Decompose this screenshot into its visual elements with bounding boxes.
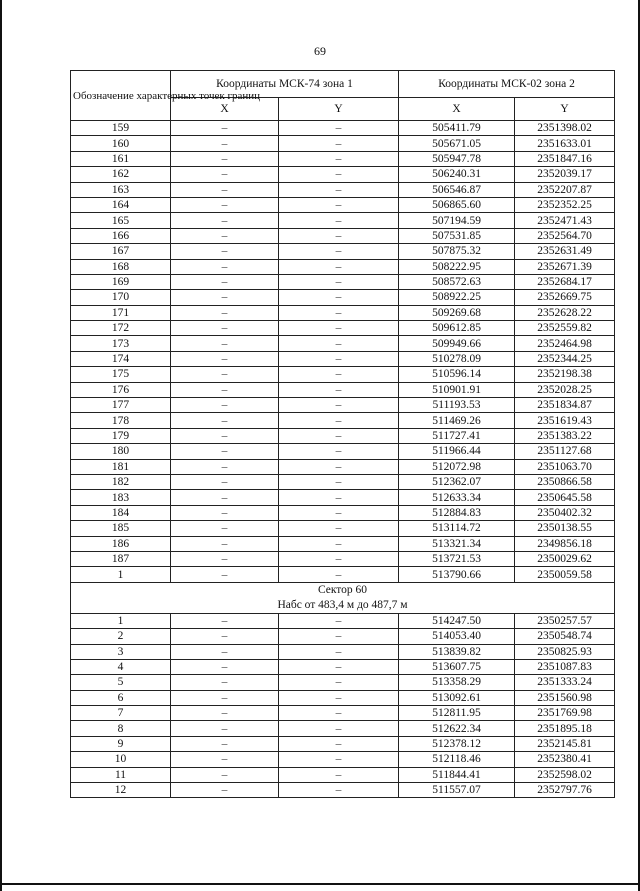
msk02-y-cell: 2352559.82 <box>515 321 615 336</box>
table-row <box>71 259 615 274</box>
msk02-x-cell: 511469.26 <box>399 413 515 428</box>
msk02-y-cell: 2350138.55 <box>515 521 615 536</box>
table-row <box>71 567 615 582</box>
msk74-x-cell: – <box>171 629 279 644</box>
msk74-y-cell: – <box>279 690 399 705</box>
msk02-y-cell: 2350645.58 <box>515 490 615 505</box>
msk02-x-cell: 512811.95 <box>399 706 515 721</box>
point-number-cell: 10 <box>71 752 171 767</box>
msk02-y-cell: 2352344.25 <box>515 351 615 366</box>
msk02-x-cell: 513721.53 <box>399 551 515 566</box>
msk74-x-cell: – <box>171 321 279 336</box>
msk02-x-cell: 512633.34 <box>399 490 515 505</box>
table-row <box>71 536 615 551</box>
msk74-x-cell: – <box>171 659 279 674</box>
point-number-cell: 182 <box>71 474 171 489</box>
sector-title: Сектор 60 <box>317 583 368 596</box>
scan-border-left <box>0 0 2 891</box>
table-row <box>71 121 615 136</box>
msk02-x-cell: 511727.41 <box>399 428 515 443</box>
point-number-cell: 174 <box>71 351 171 366</box>
msk74-x-cell: – <box>171 382 279 397</box>
msk74-y-cell: – <box>279 413 399 428</box>
msk02-x-cell: 512072.98 <box>399 459 515 474</box>
msk74-x-cell: – <box>171 613 279 628</box>
msk02-x-cell: 513092.61 <box>399 690 515 705</box>
msk74-x-cell: – <box>171 505 279 520</box>
msk74-x-cell: – <box>171 551 279 566</box>
msk02-y-cell: 2351560.98 <box>515 690 615 705</box>
msk02-y-cell: 2351333.24 <box>515 675 615 690</box>
msk02-y-cell: 2350029.62 <box>515 551 615 566</box>
msk74-x-cell: – <box>171 305 279 320</box>
msk74-y-cell: – <box>279 351 399 366</box>
msk74-x-cell: – <box>171 274 279 289</box>
msk02-x-cell: 510596.14 <box>399 367 515 382</box>
msk74-x-cell: – <box>171 398 279 413</box>
msk02-y-cell: 2350059.58 <box>515 567 615 582</box>
msk74-y-cell: – <box>279 305 399 320</box>
table-row <box>71 244 615 259</box>
msk74-y-cell: – <box>279 367 399 382</box>
point-number-cell: 11 <box>71 767 171 782</box>
msk02-x-cell: 507531.85 <box>399 228 515 243</box>
msk02-y-cell: 2350825.93 <box>515 644 615 659</box>
table-row <box>71 767 615 782</box>
msk02-y-cell: 2352145.81 <box>515 736 615 751</box>
point-number-cell: 180 <box>71 444 171 459</box>
point-number-cell: 7 <box>71 706 171 721</box>
msk02-y-cell: 2352028.25 <box>515 382 615 397</box>
msk02-x-cell: 513607.75 <box>399 659 515 674</box>
point-number-cell: 187 <box>71 551 171 566</box>
msk74-y-cell: – <box>279 228 399 243</box>
table-row <box>71 321 615 336</box>
msk02-y-cell: 2351769.98 <box>515 706 615 721</box>
header-msk74-x: X <box>171 98 279 121</box>
table-body-sector-60 <box>71 613 615 798</box>
table-row <box>71 336 615 351</box>
sector-row <box>71 582 615 613</box>
msk02-y-cell: 2351633.01 <box>515 136 615 151</box>
msk02-y-cell: 2352380.41 <box>515 752 615 767</box>
table-row <box>71 644 615 659</box>
msk74-x-cell: – <box>171 182 279 197</box>
table-row <box>71 736 615 751</box>
header-msk02: Координаты МСК-02 зона 2 <box>399 71 615 98</box>
header-msk02-y: Y <box>515 98 615 121</box>
msk74-x-cell: – <box>171 706 279 721</box>
point-number-cell: 170 <box>71 290 171 305</box>
msk74-y-cell: – <box>279 521 399 536</box>
table-header-row <box>71 71 615 98</box>
msk74-y-cell: – <box>279 706 399 721</box>
table-row <box>71 551 615 566</box>
msk02-x-cell: 514053.40 <box>399 629 515 644</box>
msk74-y-cell: – <box>279 121 399 136</box>
msk02-x-cell: 513790.66 <box>399 567 515 582</box>
msk02-y-cell: 2351895.18 <box>515 721 615 736</box>
msk02-x-cell: 513358.29 <box>399 675 515 690</box>
table-row <box>71 167 615 182</box>
msk02-x-cell: 509269.68 <box>399 305 515 320</box>
msk74-x-cell: – <box>171 767 279 782</box>
msk02-y-cell: 2351398.02 <box>515 121 615 136</box>
point-number-cell: 185 <box>71 521 171 536</box>
msk02-y-cell: 2352207.87 <box>515 182 615 197</box>
msk02-x-cell: 512378.12 <box>399 736 515 751</box>
point-number-cell: 8 <box>71 721 171 736</box>
msk74-y-cell: – <box>279 336 399 351</box>
msk74-x-cell: – <box>171 290 279 305</box>
msk02-y-cell: 2352684.17 <box>515 274 615 289</box>
header-msk74: Координаты МСК-74 зона 1 <box>171 71 399 98</box>
point-number-cell: 161 <box>71 151 171 166</box>
header-msk02-x: X <box>399 98 515 121</box>
msk02-y-cell: 2351847.16 <box>515 151 615 166</box>
msk02-x-cell: 512362.07 <box>399 474 515 489</box>
msk74-x-cell: – <box>171 521 279 536</box>
msk02-y-cell: 2350866.58 <box>515 474 615 489</box>
msk02-x-cell: 513114.72 <box>399 521 515 536</box>
msk02-y-cell: 2351834.87 <box>515 398 615 413</box>
point-number-cell: 165 <box>71 213 171 228</box>
msk74-x-cell: – <box>171 675 279 690</box>
msk74-y-cell: – <box>279 459 399 474</box>
msk02-x-cell: 507194.59 <box>399 213 515 228</box>
point-number-cell: 172 <box>71 321 171 336</box>
point-number-cell: 2 <box>71 629 171 644</box>
point-number-cell: 159 <box>71 121 171 136</box>
point-number-cell: 175 <box>71 367 171 382</box>
table-row <box>71 382 615 397</box>
sector-subtitle: Набс от 483,4 м до 487,7 м <box>277 598 408 611</box>
table-row <box>71 398 615 413</box>
msk74-x-cell: – <box>171 151 279 166</box>
page-number: 69 <box>314 44 326 58</box>
msk74-x-cell: – <box>171 197 279 212</box>
msk74-x-cell: – <box>171 136 279 151</box>
msk02-x-cell: 514247.50 <box>399 613 515 628</box>
point-number-cell: 186 <box>71 536 171 551</box>
msk74-x-cell: – <box>171 490 279 505</box>
msk74-x-cell: – <box>171 367 279 382</box>
point-number-cell: 178 <box>71 413 171 428</box>
point-number-cell: 167 <box>71 244 171 259</box>
table-row <box>71 274 615 289</box>
msk02-x-cell: 506240.31 <box>399 167 515 182</box>
table-row <box>71 521 615 536</box>
msk74-y-cell: – <box>279 613 399 628</box>
point-number-cell: 169 <box>71 274 171 289</box>
point-number-cell: 166 <box>71 228 171 243</box>
msk74-y-cell: – <box>279 382 399 397</box>
msk74-y-cell: – <box>279 675 399 690</box>
table-row <box>71 228 615 243</box>
msk02-x-cell: 508222.95 <box>399 259 515 274</box>
point-number-cell: 12 <box>71 783 171 798</box>
table-row <box>71 721 615 736</box>
msk74-x-cell: – <box>171 444 279 459</box>
point-number-cell: 173 <box>71 336 171 351</box>
table-row <box>71 675 615 690</box>
msk74-x-cell: – <box>171 644 279 659</box>
msk74-x-cell: – <box>171 536 279 551</box>
table-row <box>71 783 615 798</box>
table-row <box>71 413 615 428</box>
msk74-y-cell: – <box>279 290 399 305</box>
msk02-y-cell: 2352039.17 <box>515 167 615 182</box>
msk02-y-cell: 2351619.43 <box>515 413 615 428</box>
msk02-y-cell: 2352628.22 <box>515 305 615 320</box>
point-number-cell: 184 <box>71 505 171 520</box>
coordinates-table <box>70 70 615 798</box>
msk02-x-cell: 511844.41 <box>399 767 515 782</box>
msk74-y-cell: – <box>279 259 399 274</box>
msk74-x-cell: – <box>171 752 279 767</box>
msk74-y-cell: – <box>279 213 399 228</box>
msk74-y-cell: – <box>279 474 399 489</box>
point-number-cell: 3 <box>71 644 171 659</box>
table-row <box>71 752 615 767</box>
table-row <box>71 690 615 705</box>
msk74-y-cell: – <box>279 182 399 197</box>
msk02-x-cell: 513321.34 <box>399 536 515 551</box>
point-number-cell: 183 <box>71 490 171 505</box>
msk02-x-cell: 510901.91 <box>399 382 515 397</box>
msk74-y-cell: – <box>279 167 399 182</box>
msk74-x-cell: – <box>171 690 279 705</box>
msk74-y-cell: – <box>279 490 399 505</box>
point-number-cell: 1 <box>71 613 171 628</box>
msk74-x-cell: – <box>171 213 279 228</box>
msk02-y-cell: 2350257.57 <box>515 613 615 628</box>
msk74-x-cell: – <box>171 121 279 136</box>
msk02-x-cell: 512622.34 <box>399 721 515 736</box>
point-number-cell: 164 <box>71 197 171 212</box>
msk02-y-cell: 2352631.49 <box>515 244 615 259</box>
msk02-x-cell: 506865.60 <box>399 197 515 212</box>
msk02-x-cell: 512118.46 <box>399 752 515 767</box>
msk74-y-cell: – <box>279 644 399 659</box>
table-row <box>71 629 615 644</box>
msk02-x-cell: 505947.78 <box>399 151 515 166</box>
msk74-x-cell: – <box>171 567 279 582</box>
point-number-cell: 171 <box>71 305 171 320</box>
point-number-cell: 6 <box>71 690 171 705</box>
msk74-x-cell: – <box>171 351 279 366</box>
table-row <box>71 213 615 228</box>
msk74-x-cell: – <box>171 228 279 243</box>
msk74-y-cell: – <box>279 136 399 151</box>
msk02-x-cell: 505671.05 <box>399 136 515 151</box>
msk02-y-cell: 2352564.70 <box>515 228 615 243</box>
table-row <box>71 197 615 212</box>
msk74-y-cell: – <box>279 659 399 674</box>
msk02-x-cell: 509949.66 <box>399 336 515 351</box>
point-number-cell: 5 <box>71 675 171 690</box>
msk02-y-cell: 2351063.70 <box>515 459 615 474</box>
table-row <box>71 136 615 151</box>
point-number-cell: 179 <box>71 428 171 443</box>
table-row <box>71 706 615 721</box>
point-number-cell: 168 <box>71 259 171 274</box>
msk02-x-cell: 513839.82 <box>399 644 515 659</box>
point-number-cell: 177 <box>71 398 171 413</box>
msk02-x-cell: 508572.63 <box>399 274 515 289</box>
msk74-x-cell: – <box>171 459 279 474</box>
msk74-y-cell: – <box>279 736 399 751</box>
msk74-x-cell: – <box>171 244 279 259</box>
point-number-cell: 1 <box>71 567 171 582</box>
point-number-cell: 162 <box>71 167 171 182</box>
msk02-x-cell: 510278.09 <box>399 351 515 366</box>
msk02-x-cell: 507875.32 <box>399 244 515 259</box>
msk02-y-cell: 2350548.74 <box>515 629 615 644</box>
table-row <box>71 290 615 305</box>
table-row <box>71 444 615 459</box>
msk74-y-cell: – <box>279 428 399 443</box>
msk02-y-cell: 2349856.18 <box>515 536 615 551</box>
point-number-cell: 163 <box>71 182 171 197</box>
point-number-cell: 181 <box>71 459 171 474</box>
table-row <box>71 182 615 197</box>
msk74-y-cell: – <box>279 197 399 212</box>
table-row <box>71 613 615 628</box>
header-msk74-y: Y <box>279 98 399 121</box>
msk74-x-cell: – <box>171 721 279 736</box>
msk02-y-cell: 2352198.38 <box>515 367 615 382</box>
msk02-y-cell: 2352352.25 <box>515 197 615 212</box>
msk74-x-cell: – <box>171 783 279 798</box>
msk74-x-cell: – <box>171 259 279 274</box>
msk02-x-cell: 512884.83 <box>399 505 515 520</box>
table-row <box>71 490 615 505</box>
msk74-x-cell: – <box>171 167 279 182</box>
msk02-y-cell: 2350402.32 <box>515 505 615 520</box>
point-number-cell: 160 <box>71 136 171 151</box>
msk02-y-cell: 2351087.83 <box>515 659 615 674</box>
msk02-x-cell: 505411.79 <box>399 121 515 136</box>
header-point-label: Обозначение характерных точек границ <box>71 71 171 121</box>
table-row <box>71 428 615 443</box>
msk74-y-cell: – <box>279 536 399 551</box>
msk74-x-cell: – <box>171 336 279 351</box>
msk74-y-cell: – <box>279 321 399 336</box>
sector-cell <box>71 582 615 613</box>
msk02-y-cell: 2352671.39 <box>515 259 615 274</box>
msk02-x-cell: 509612.85 <box>399 321 515 336</box>
msk74-x-cell: – <box>171 413 279 428</box>
msk74-x-cell: – <box>171 474 279 489</box>
msk02-y-cell: 2351383.22 <box>515 428 615 443</box>
msk02-y-cell: 2352669.75 <box>515 290 615 305</box>
msk74-y-cell: – <box>279 398 399 413</box>
table-body-before-sector <box>71 121 615 583</box>
msk74-y-cell: – <box>279 151 399 166</box>
table-row <box>71 351 615 366</box>
msk74-x-cell: – <box>171 428 279 443</box>
msk74-y-cell: – <box>279 767 399 782</box>
point-number-cell: 176 <box>71 382 171 397</box>
msk74-y-cell: – <box>279 721 399 736</box>
table-row <box>71 659 615 674</box>
table-row <box>71 151 615 166</box>
msk02-x-cell: 511966.44 <box>399 444 515 459</box>
msk74-y-cell: – <box>279 752 399 767</box>
msk74-y-cell: – <box>279 629 399 644</box>
msk74-y-cell: – <box>279 551 399 566</box>
table-row <box>71 505 615 520</box>
msk02-y-cell: 2351127.68 <box>515 444 615 459</box>
msk02-x-cell: 511193.53 <box>399 398 515 413</box>
msk02-y-cell: 2352464.98 <box>515 336 615 351</box>
msk74-y-cell: – <box>279 444 399 459</box>
msk02-x-cell: 506546.87 <box>399 182 515 197</box>
msk02-y-cell: 2352598.02 <box>515 767 615 782</box>
msk74-y-cell: – <box>279 783 399 798</box>
msk02-x-cell: 511557.07 <box>399 783 515 798</box>
point-number-cell: 9 <box>71 736 171 751</box>
sector-block <box>71 582 615 613</box>
table-row <box>71 474 615 489</box>
point-number-cell: 4 <box>71 659 171 674</box>
table-row <box>71 367 615 382</box>
msk02-y-cell: 2352797.76 <box>515 783 615 798</box>
msk74-y-cell: – <box>279 274 399 289</box>
msk74-x-cell: – <box>171 736 279 751</box>
msk02-y-cell: 2352471.43 <box>515 213 615 228</box>
scan-border-bottom <box>0 883 640 885</box>
msk74-y-cell: – <box>279 567 399 582</box>
msk74-y-cell: – <box>279 244 399 259</box>
msk02-x-cell: 508922.25 <box>399 290 515 305</box>
msk74-y-cell: – <box>279 505 399 520</box>
table-row <box>71 459 615 474</box>
table-row <box>71 305 615 320</box>
